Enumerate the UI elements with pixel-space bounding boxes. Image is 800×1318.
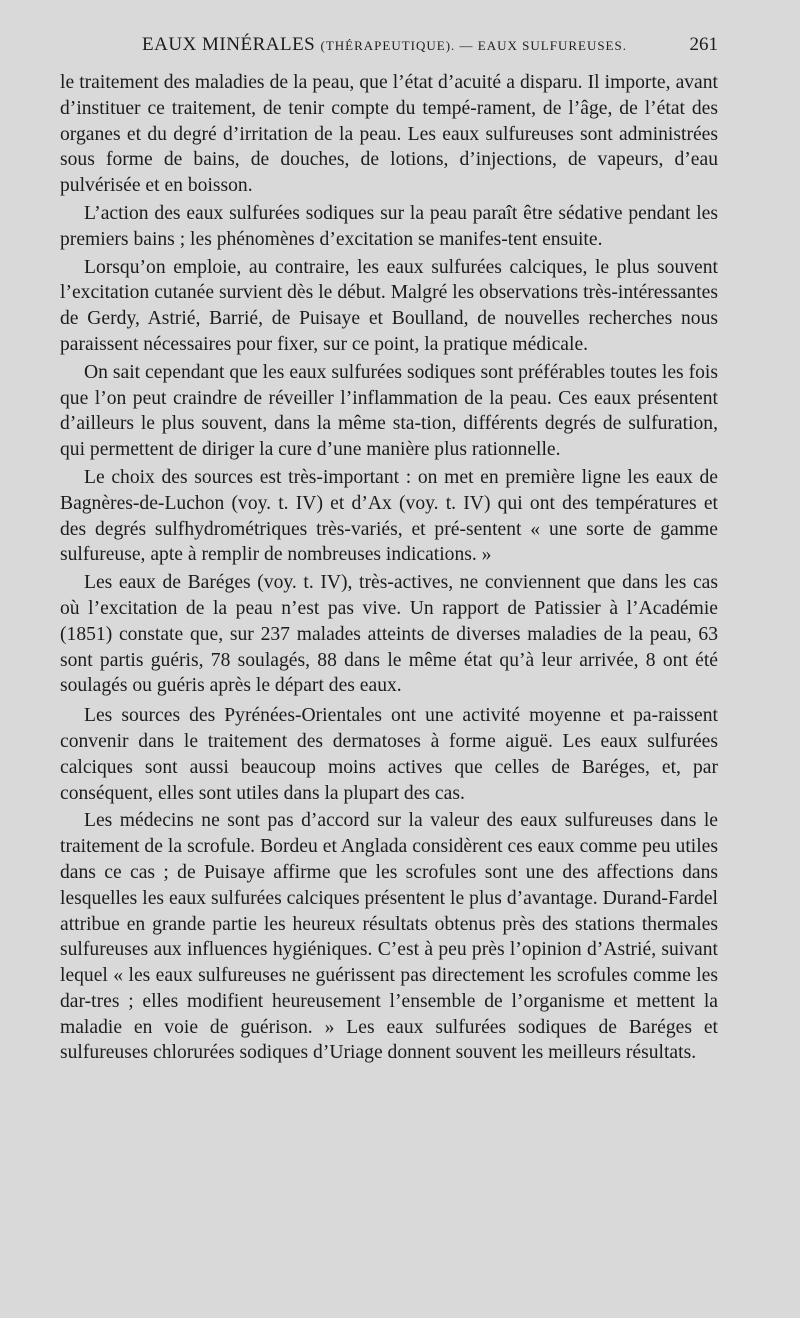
paragraph: Les sources des Pyrénées-Orientales ont une activité moyenne et pa-raissent convenir dans le traitement des dermatoses à forme aiguë. Les eaux sulfurées calciques sont aussi beaucoup moins actives que celles de Baréges, et, par conséquent, elles sont utiles dans la plupart des cas. [60,705,718,804]
running-title [142,34,627,56]
paragraph: Lorsqu’on emploie, au contraire, les eaux sulfurées calciques, le plus souvent l’excitation cutanée survient dès le début. Malgré les observations très-intéressantes de Gerdy, Astrié, Barrié, de Puisaye et Boulland, de nouvelles recherches nous paraissent nécessaires pour fixer, sur ce point, la pratique médicale. [60,256,718,355]
paragraph: L’action des eaux sulfurées sodiques sur la peau paraît être sédative pendant les premiers bains ; les phénomènes d’excitation se manifes-tent ensuite. [60,202,718,250]
body-text [60,70,718,1068]
paragraph: Les médecins ne sont pas d’accord sur la valeur des eaux sulfureuses dans le traitement de la scrofule. Bordeu et Anglada considèrent ces eaux comme peu utiles dans ce cas ; de Puisaye affirme que les scrofules sont une des affections dans lesquelles les eaux sulfurées calciques présentent le plus d’avantage. Durand-Fardel attribue en grande partie les heureux résultats obtenus près des stations thermales sulfureuses aux influences hygiéniques. C’est à peu près l’opinion d’Astrié, suivant lequel « les eaux sulfureuses ne guérissent pas directement les scrofules comme les dar-tres ; elles modifient heureusement l’ensemble de l’organisme et mettent la maladie en voie de guérison. » Les eaux sulfurées sodiques de Baréges et sulfureuses chlorurées sodiques d’Uriage donnent souvent les meilleurs résultats. [60,810,718,1064]
page-number: 261 [689,34,718,55]
paragraph: On sait cependant que les eaux sulfurées sodiques sont préférables toutes les fois que l’on peut craindre de réveiller l’inflammation de la peau. Ces eaux présentent d’ailleurs le plus souvent, dans la même sta-tion, différents degrés de sulfuration, qui permettent de diriger la cure d’une manière plus rationnelle. [60,361,718,461]
paragraph: le traitement des maladies de la peau, que l’état d’acuité a disparu. Il importe, avant d’instituer ce traitement, de tenir compte du tempé-rament, de l’âge, de l’état des organes et du degré d’irritation de la peau. Les eaux sulfureuses sont administrées sous forme de bains, de douches, de lotions, d’injections, de vapeurs, d’eau pulvérisée et en boisson. [60,72,718,197]
running-header [60,30,720,60]
header-title-section: EAUX SULFUREUSES. [477,38,627,53]
header-title-dash: — [455,38,478,53]
paragraph: Le choix des sources est très-important : on met en première ligne les eaux de Bagnères-de-Luchon (voy. t. IV) et d’Ax (voy. t. IV) qui ont des températures et des degrés sulfhydrométriques très-variés, et pré-sentent « une sorte de gamme sulfureuse, apte à remplir de nombreuses indications. » [60,466,718,566]
paragraph: Les eaux de Baréges (voy. t. IV), très-actives, ne conviennent que dans les cas où l’excitation de la peau n’est pas vive. Un rapport de Patissier à l’Académie (1851) constate que, sur 237 malades atteints de diverses maladies de la peau, 63 sont partis guéris, 78 soulagés, 88 dans le même état qu’à leur arrivée, 8 ont été soulagés ou guéris après le départ des eaux. [60,572,718,697]
header-title-main: EAUX MINÉRALES [142,34,316,55]
header-title-paren: (THÉRAPEUTIQUE). [320,38,456,53]
